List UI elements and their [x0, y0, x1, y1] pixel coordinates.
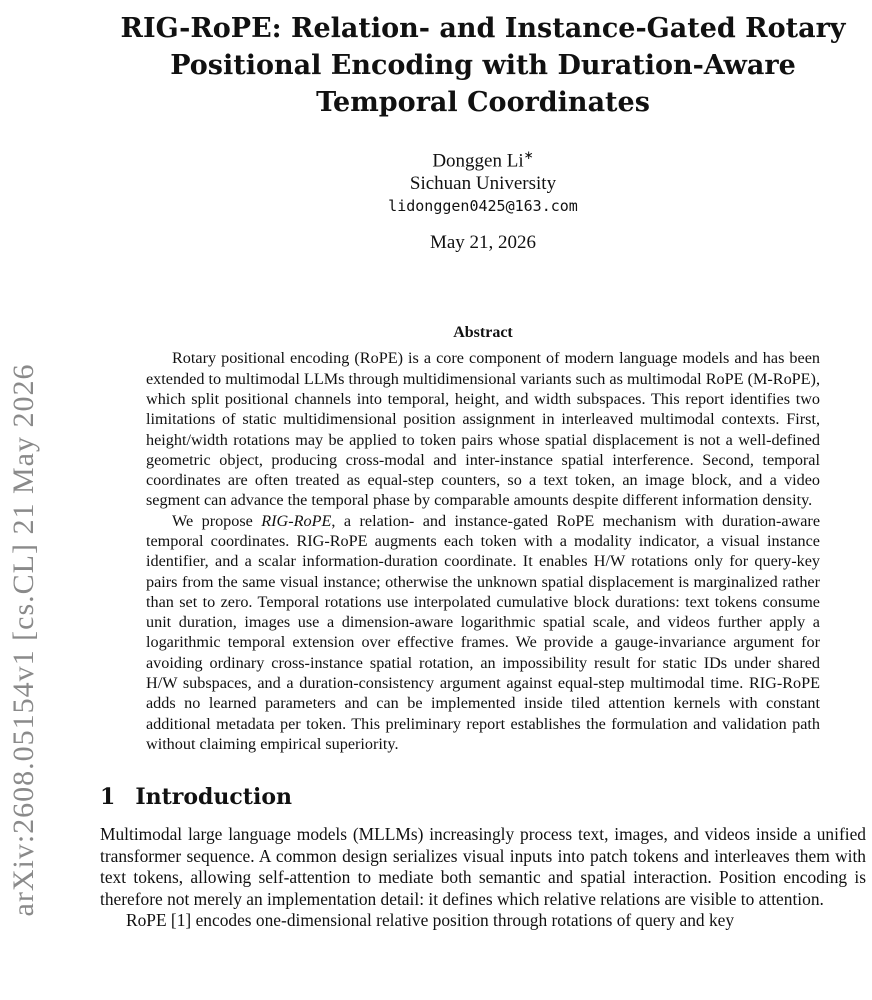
intro-paragraph-1: Multimodal large language models (MLLMs) increasingly process text, images, and videos inside a unified transformer sequence. A common design serializes visual inputs into patch tokens and interleaves them with text tokens, allowing self-attention to mediate both semantic and spatial interaction. Position encoding is therefore not merely an implementation detail: it defines which relative relations are visible to attention.	[100, 824, 866, 909]
section-number: 1	[100, 784, 116, 811]
method-name: RIG-RoPE	[261, 511, 332, 530]
paper-page	[100, 10, 866, 932]
section-title: Introduction	[135, 784, 292, 811]
author-block	[100, 144, 866, 218]
arxiv-identifier: arXiv:2608.05154v1 [cs.CL] 21 May 2026	[7, 363, 40, 917]
abstract-paragraph-2: We propose RIG-RoPE, a relation- and instance-gated RoPE mechanism with duration-aware temporal coordinates. RIG-RoPE augments each token with a modality indicator, a visual instance identifier, and a scalar information-duration coordinate. It enables H/W rotations only for query-key pairs from the same visual instance; otherwise the unknown spatial displacement is marginalized rather than set to zero. Temporal rotations use interpolated cumulative block durations: text tokens consume unit duration, images use a dimension-aware logarithmic spatial scale, and videos further apply a logarithmic temporal extension over effective frames. We provide a gauge-invariance argument for avoiding ordinary cross-instance spatial rotation, an impossibility result for static IDs under shared H/W subspaces, and a duration-consistency argument against equal-step multimodal time. RIG-RoPE adds no learned parameters and can be implemented inside tiled attention kernels with constant additional metadata per token. This preliminary report establishes the formulation and validation path without claiming empirical superiority.	[146, 511, 820, 753]
intro-paragraph-2: RoPE [1] encodes one-dimensional relative position through rotations of query and key	[126, 910, 735, 931]
abstract-body	[146, 348, 820, 754]
author-affiliation: Sichuan University	[409, 173, 557, 195]
author-footnote-mark: ∗	[523, 148, 534, 162]
section-body	[100, 824, 866, 932]
abstract-paragraph-1: Rotary positional encoding (RoPE) is a core component of modern language models and has been extended to multimodal LLMs through multidimensional variants such as multimodal RoPE (M-RoPE), which split positional channels into temporal, height, and width subspaces. This report identifies two limitations of static multidimensional position assignment in interleaved multimodal contexts. First, height/width rotations may be applied to token pairs whose spatial displacement is not a well-defined geometric object, producing cross-modal and inter-instance spatial interference. Second, temporal coordinates are often treated as equal-step counters, so a text token, an image block, and a video segment can advance the temporal phase by comparable amounts despite different information density.	[146, 349, 820, 510]
abstract-heading: Abstract	[453, 324, 513, 342]
author-name: Donggen Li∗	[432, 148, 534, 172]
paper-date: May 21, 2026	[429, 232, 537, 254]
paper-title: RIG-RoPE: Relation- and Instance-Gated Rotary Positional Encoding with Duration-Aware Temporal Coordinates	[120, 13, 846, 118]
author-email[interactable]: lidonggen0425@163.com	[388, 197, 578, 216]
section-heading	[100, 784, 866, 810]
